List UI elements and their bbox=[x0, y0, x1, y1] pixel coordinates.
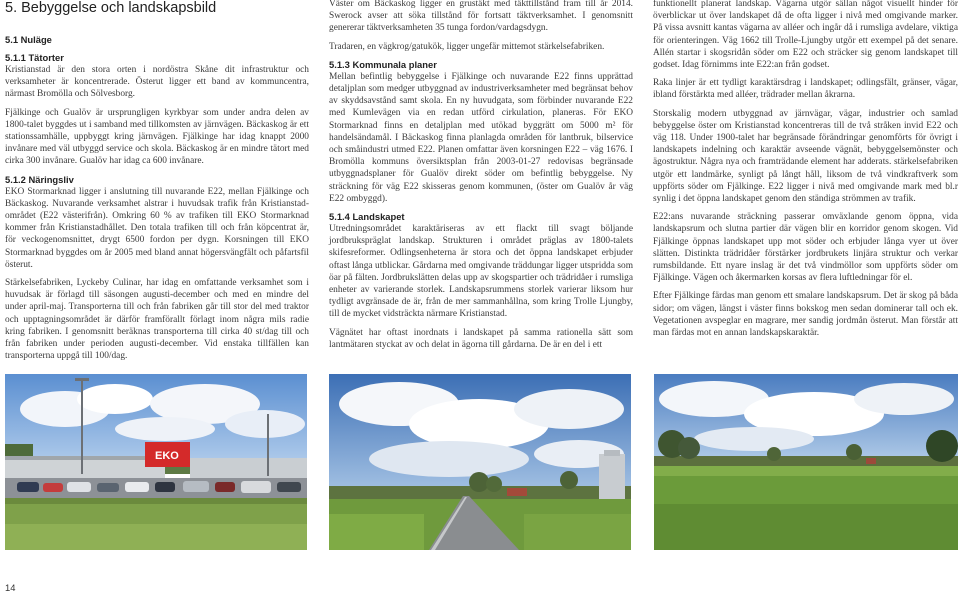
column-1 bbox=[5, 0, 309, 368]
section-title-landskapet: 5.1.4 Landskapet bbox=[329, 211, 405, 223]
page-heading: 5. Bebyggelse och landskapsbild bbox=[5, 0, 217, 16]
paragraph: funktionellt planerat landskap. Vägarna utgör sällan något visuellt hinder för överblickar ut över landskapet då de ofta ligger i nivå med omgivande marker. På vissa avsnitt kantas vägarna av alléer och ingår då i rumsliga avdelare, viktiga för orienteringen. Väg 1662 till Trolle-Ljungby utgör ett exempel på det senare. Allén startar i skogsridån söder om E22 och sträcker sig genom landskapet till godset. Idag förnimms inte E22:an från godset. bbox=[653, 0, 958, 71]
paragraph: Efter Fjälkinge färdas man genom ett smalare landskapsrum. Det är skog på båda sidor; om vägen, längst i väster finns bokskog men sedan dominerar tall och ek. Vegetationen avspeglar en magrare, mer sandig jordmån österut. Man förstår att man färdas mot en annan landskapskaraktär. bbox=[653, 291, 958, 339]
column-3 bbox=[653, 0, 958, 345]
paragraph: EKO Stormarknad ligger i anslutning till nuvarande E22, mellan Fjälkinge och Bäckaskog. Nuvarande verksamhet alstrar i huvudsak trafik från Kristianstad-området (E22 västerifrån). Omkring 60 % av trafiken till EKO Stormarknad kommer från Kristianstadhållet. Den totala trafiken till och från köpcentrat är, för veckogenomsnittet, drygt 6500 fordon per dygn. Korsningen till EKO Stormarknad byggdes om år 2005 med bland annat högersvängfält och påfartsfil österut. bbox=[5, 186, 309, 270]
paragraph: Stärkelsefabriken, Lyckeby Culinar, har idag en omfattande verksamhet som i huvudsak är förlagd till säsongen augusti-december och med en mindre del under april-maj. Transporterna till och från fabriken går till stor del med traktor och upptagningsområdet är därför framförallt förlagt inom några mils radie kring fabriken. I genomsnitt beräknas transporterna till cirka 40 st/dag till och från fabriken under perioden augusti-december. Vid enstaka tillfällen kan transporterna uppgå till 100/dag. bbox=[5, 278, 309, 362]
paragraph: Utredningsområdet karaktäriseras av ett flackt till svagt böljande jordbrukspräglat landskap. Strukturen i området präglas av 1800-talets skifesreformer. Odlingsenheterna är stora och det öppna landskapet erbjuder oftast långa utblickar. Gårdarna med omgivande träddungar ligger utspridda som öar på fälten. Jordbrukslätten delas upp av skogspartier och trädridåer i rumsliga enheter av varierande storlek. Landskapsrummens storlek varierar liksom hur tydligt avgränsade de är, från de mer sammanhållna, som kring Trolle Ljungby, till de mycket vidsträckta närmare Kristianstad. bbox=[329, 224, 633, 320]
section-title-kommunala-planer: 5.1.3 Kommunala planer bbox=[329, 58, 437, 70]
paragraph: Tradaren, en vägkrog/gatukök, ligger ungefär mittemot stärkelsefabriken. bbox=[329, 41, 605, 52]
page-number: 14 bbox=[5, 582, 16, 593]
shopping-center-illustration bbox=[5, 374, 307, 550]
paragraph: Storskalig modern utbyggnad av järnvägar, vägar, industrier och samlad bebyggelse öster om Kristianstad koncentreras till de två stråken invid E22 och väg 118. Under 1900-talet har begränsade förändringar genomförts för övrigt i landskapets indelning och karaktär avseende vägnät, bebyggelsemönster och ägostruktur. Några nya och framträdande element har adderats. stärkelsefabriken utgör ett landmärke, synligt på långt håll, liksom de två vindkraftverk som uppförts söder om Fjälkinge. E22 ligger i nivå med omgivande mark med bl.r synlig i det öppna landskapet genom den ständiga strömmen av trafik. bbox=[653, 108, 958, 205]
photo-shopping-center bbox=[5, 374, 307, 550]
section-title-naringsliv: 5.1.2 Näringsliv bbox=[5, 173, 74, 185]
photo-road-landscape bbox=[329, 374, 631, 550]
paragraph: Fjälkinge och Gualöv är ursprungligen kyrkbyar som under andra delen av 1800-talet byggdes ut i samband med tillkomsten av järnvägen. Bäckaskog är ett stationssamhälle, uppbyggt kring järnvägen. Fjälkinge har idag knappt 2000 invånare med väl utbyggd service och skola. Bäckaskog är en mindre tätort med cirka 300 invånare. Gualöv har idag ca 600 invånare. bbox=[5, 107, 309, 167]
section-title-tatorter: 5.1.1 Tätorter bbox=[5, 52, 64, 63]
eko-sign-text: EKO bbox=[155, 450, 179, 462]
paragraph: E22:ans nuvarande sträckning passerar omväxlande genom öppna, vida landskapsrum och slutna partier där vägen blir en korridor genom skogen. Vid Fjälkinge öppnas landskapet upp mot söder och erbjuder långa vyer ut över slätten. Distinkta trädridåer förstärker jordbrukets linjära struktur och verkar rumsbildande. Ett nyare inslag är det två vindmöllor som uppförts söder om Fjälkinge. Vägen och åkermarken korsas av flera luftledningar för el. bbox=[653, 212, 958, 284]
paragraph: Mellan befintlig bebyggelse i Fjälkinge och nuvarande E22 finns upprättad detaljplan som medger utbyggnad av industriverksamheter med begränsat behov av skyddsavstånd samt skola. En ny huvudgata, som förbinder nuvarande E22 med Kumlevägen via en redan utförd cirkulation, planeras. För EKO Stormarknad finns en detaljplan med utökad byggrätt om 5000 m² för handelsändamål. I Bäckaskog finna planlagda områden för lantbruk, bilservice och småindustri utmed E22. Planen omfattar även korsningen E22 – väg 1676. I Bromölla kommuns översiktsplan från 2003-01-27 redovisas begränsade utbyggnadsplaner för Gualöv direkt söder om befintlig bebyggelse. Ny sträckning för väg E22 skisseras genom kommunen, (öster om Gualöv år väg E22 ombyggd). bbox=[329, 71, 633, 204]
paragraph: Vägnätet har oftast inordnats i landskapet på samma rationella sätt som lantmätaren styckat av och delat in ägorna till gårdarna. De är en del i ett bbox=[329, 327, 633, 350]
photo-farmland bbox=[654, 374, 958, 550]
farmland-illustration bbox=[654, 374, 958, 550]
section-title-nulage: 5.1 Nuläge bbox=[5, 34, 52, 45]
paragraph: Väster om Bäckaskog ligger en grustäkt med täkttillstånd fram till år 2014. Swerock avser att söka tillstånd för fortsatt täktverksamhet. I genomsnitt genererar täktverksamheten 35 tunga fordon/vardagsdygn. bbox=[329, 0, 633, 34]
road-landscape-illustration bbox=[329, 374, 631, 550]
paragraph: Raka linjer är ett tydligt karaktärsdrag i landskapet; odlingsfält, gränser, vägar, ibland förstärkta med alléer, trädrader mellan åkrarna. bbox=[653, 78, 958, 101]
paragraph: Kristianstad är den stora orten i nordöstra Skåne dit infrastruktur och verksamheter är koncentrerade. Österut ligger ett band av kommuncentra, närmast Bromölla och Sölvesborg. bbox=[5, 65, 309, 100]
column-2 bbox=[329, 0, 633, 357]
